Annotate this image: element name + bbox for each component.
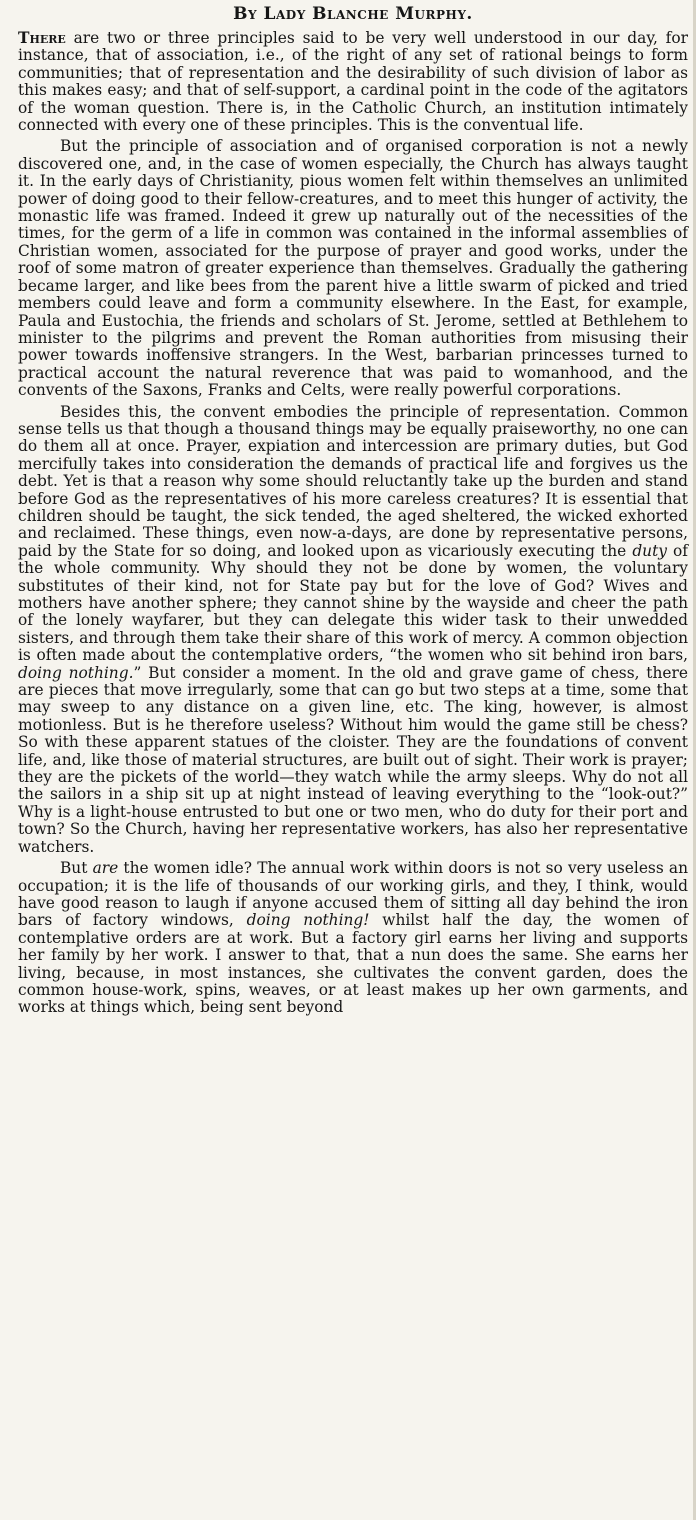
paragraph-4-start: But	[60, 859, 93, 878]
paragraph-1-lead: There	[18, 29, 66, 47]
paragraph-4-part-2: whilst half the day, the women of contemplative orders are at work. But a factory girl earns her living and supports her family by her work. I answer to that, that a nun does the same. She earns her living, because, in most instances, she cultivates the convent garden, does the common house-work, spins, weaves, or at least makes up her own garments, and works at things which, being sent beyond	[18, 911, 689, 1017]
paragraph-4-doing-nothing-emphasis: doing nothing!	[246, 911, 370, 930]
paragraph-4	[18, 860, 688, 1017]
paragraph-3	[18, 404, 688, 857]
paragraph-4-part-1: the women idle? The annual work within doors is not so very useless an occupation; it is the life of thousands of our working girls, and they, I think, would have good reason to laugh if anyone accused them of sitting all day behind the iron bars of factory windows,	[18, 859, 688, 930]
paragraph-4-are-emphasis: are	[92, 859, 119, 878]
paragraph-1	[18, 30, 688, 134]
paragraph-3-part-2: of the whole community. Why should they not be done by women, the voluntary substitutes of their kind, not for State pay but for the love of God? Wives and mothers have another sphere; they cannot shine by the wayside and cheer the path of the lonely wayfarer, but they can delegate this wider task to their unwedded sisters, and through them take their share of this work of mercy. A common objection is often made about the contemplative orders, “the women who sit behind iron bars,	[18, 541, 689, 665]
paragraph-2: But the principle of association and of organised corporation is not a newly discovered one, and, in the case of women especially, the Church has always taught it. In the early days of Christianity, pious women felt within themselves an unlimited power of doing good to their fellow-creatures, and to meet this hunger of activity, the monastic life was framed. Indeed it grew up naturally out of the necessities of the times, for the germ of a life in common was contained in the informal assemblies of Christian women, associated for the purpose of prayer and good works, under the roof of some matron of greater experience than themselves. Gradually the gathering became larger, and like bees from the parent hive a little swarm of picked and tried members could leave and form a community elsewhere. In the East, for example, Paula and Eustochia, the friends and scholars of St. Jerome, settled at Bethlehem to minister to the pilgrims and prevent the Roman authorities from misusing their power towards inoffensive strangers. In the West, barbarian princesses turned to practical account the natural reverence that was paid to womanhood, and the convents of the Saxons, Franks and Celts, were really powerful corporations.	[18, 137, 688, 400]
paragraph-3-duty-emphasis: duty	[632, 541, 667, 560]
paragraph-3-part-1: Besides this, the convent embodies the principle of representation. Common sense tells us that though a thousand things may be equally praiseworthy, no one can do them all at once. Prayer, expiation and intercession are primary duties, but God mercifully takes into consideration the demands of practical life and forgives us the debt. Yet is that a reason why some should reluctantly take up the burden and stand before God as the representatives of his more careless creatures? It is essential that children should be taught, the sick tended, the aged sheltered, the wicked exhorted and reclaimed. These things, even now-a-days, are done by representative persons, paid by the State for so doing, and looked upon as vicariously executing the	[18, 402, 688, 560]
paragraph-3-doing-nothing-emphasis: doing nothing.	[18, 663, 134, 682]
byline: By Lady Blanche Murphy.	[233, 4, 473, 24]
paragraph-3-part-3: ” But consider a moment. In the old and grave game of chess, there are pieces that move irregularly, some that can go but two steps at a time, some that may sweep to any distance on a given line, etc. The king, however, is almost motionless. But is he therefore useless? Without him would the game still be chess? So with these apparent statues of the cloister. They are the foundations of convent life, and, like those of material structures, are built out of sight. Their work is prayer; they are the pickets of the world—they watch while the army sleeps. Why do not all the sailors in a ship sit up at night instead of leaving everything to the “look-out?” Why is a light-house entrusted to but one or two men, who do duty for their port and town? So the Church, having her representative workers, has also her representative watchers.	[18, 663, 688, 856]
paragraph-1-text: are two or three principles said to be very well understood in our day, for instance, that of association, i.e., of the right of any set of rational beings to form communities; that of representation and the desirability of such division of labor as this makes easy; and that of self-support, a cardinal point in the code of the agitators of the woman question. There is, in the Catholic Church, an institution intimately connected with every one of these principles. This is the conventual life.	[18, 29, 688, 135]
